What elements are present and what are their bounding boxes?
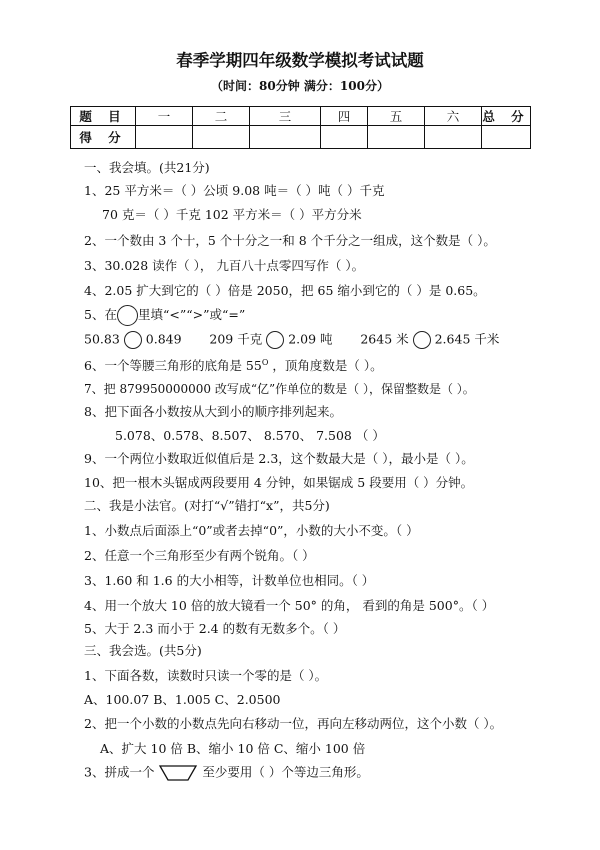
section3-heading: 三、我会选。(共5分) (84, 643, 202, 658)
score-cell[interactable] (193, 126, 250, 149)
comparison-circle-icon[interactable] (413, 331, 431, 349)
score-table-header-cell: 总 分 (482, 107, 531, 126)
question-8: 8、把下面各小数按从大到小的顺序排列起来。 (84, 404, 342, 419)
question-5 (84, 305, 245, 326)
question-6-prefix: 6、一个等腰三角形的底角是 55 (84, 358, 262, 374)
exam-title: 春季学期四年级数学模拟考试试题 (176, 51, 424, 70)
q5-item-text: 2.645 千米 (434, 331, 500, 347)
judge-question-4: 4、用一个放大 10 倍的放大镜看一个 50° 的角， 看到的角是 500°。（ ） (84, 598, 495, 613)
score-table-header-cell: 五 (368, 107, 425, 126)
choice-question-2: 2、把一个小数的小数点先向右移动一位，再向左移动两位，这个小数（ ）。 (84, 716, 503, 731)
comparison-circle-icon[interactable] (266, 331, 284, 349)
judge-question-5: 5、大于 2.3 而小于 2.4 的数有无数多个。（ ） (84, 621, 346, 636)
comparison-circle-icon (117, 305, 138, 326)
choice-question-3-prefix: 3、拼成一个 (84, 764, 155, 780)
choice-question-2-options: A、扩大 10 倍 B、缩小 10 倍 C、缩小 100 倍 (100, 741, 366, 756)
choice-question-3 (84, 764, 369, 782)
section1-heading: 一、我会填。(共21分) (84, 160, 210, 175)
score-cell[interactable] (250, 126, 321, 149)
question-6 (84, 355, 383, 374)
question-5-prefix: 5、在 (84, 307, 117, 322)
question-9: 9、一个两位小数取近似值后是 2.3，这个数最大是（ ），最小是（ ）。 (84, 451, 474, 466)
question-4: 4、2.05 扩大到它的（ ）倍是 2050，把 65 缩小到它的（ ）是 0.65。 (84, 283, 486, 298)
score-table-header-cell: 一 (136, 107, 193, 126)
section2-heading: 二、我是小法官。(对打“√”错打“x”，共5分) (84, 498, 330, 513)
score-table-header-row (71, 107, 531, 126)
choice-question-1-options: A、100.07 B、1.005 C、2.0500 (84, 692, 281, 707)
degree-mark: O (261, 358, 269, 367)
q5-item-text: 0.849 (145, 331, 182, 347)
score-cell[interactable] (425, 126, 482, 149)
score-cell[interactable] (368, 126, 425, 149)
score-cell[interactable] (136, 126, 193, 149)
question-1a: 1、25 平方米＝（ ）公顷 9.08 吨＝（ ）吨（ ）千克 (84, 183, 385, 198)
question-3: 3、30.028 读作（ ）， 九百八十点零四写作（ ）。 (84, 258, 365, 273)
score-table-header-cell: 题 目 (71, 107, 136, 126)
judge-question-1: 1、小数点后面添上“0”或者去掉“0”，小数的大小不变。（ ） (84, 523, 419, 538)
score-table-header-cell: 二 (193, 107, 250, 126)
score-cell[interactable] (321, 126, 368, 149)
score-table-header-cell: 六 (425, 107, 482, 126)
question-10: 10、把一根木头锯成两段要用 4 分钟，如果锯成 5 段要用（ ）分钟。 (84, 475, 474, 490)
question-1b: 70 克＝（ ）千克 102 平方米＝（ ）平方分米 (102, 207, 362, 222)
question-6-suffix: ，顶角度数是（ ）。 (268, 358, 383, 374)
judge-question-2: 2、任意一个三角形至少有两个锐角。（ ） (84, 548, 315, 563)
question-7: 7、把 879950000000 改写成“亿”作单位的数是（ ），保留整数是（ ）。 (84, 382, 475, 396)
question-8-numbers: 5.078、0.578、8.507、 8.570、 7.508 （ ） (115, 428, 385, 443)
q5-item-text: 50.83 (84, 331, 120, 347)
score-table-header-cell: 三 (250, 107, 321, 126)
choice-question-3-suffix: 至少要用（ ）个等边三角形。 (202, 764, 369, 780)
question-2: 2、一个数由 3 个十，5 个十分之一和 8 个千分之一组成，这个数是（ ）。 (84, 233, 496, 248)
trapezoid-icon (158, 764, 198, 782)
question-5-suffix: 里填“<”“>”或“=” (137, 307, 246, 322)
question-5-items (84, 331, 499, 349)
q5-item-text: 2645 米 (360, 331, 409, 347)
choice-question-1: 1、下面各数，读数时只读一个零的是（ ）。 (84, 668, 328, 683)
score-cell[interactable] (482, 126, 531, 149)
score-table-score-row (71, 126, 531, 149)
q5-item-text: 2.09 吨 (288, 331, 333, 347)
comparison-circle-icon[interactable] (124, 331, 142, 349)
score-row-label: 得 分 (71, 126, 136, 149)
exam-subtitle: （时间：80分钟 满分：100分） (211, 79, 389, 93)
judge-question-3: 3、1.60 和 1.6 的大小相等，计数单位也相同。（ ） (84, 573, 375, 588)
score-table-header-cell: 四 (321, 107, 368, 126)
score-table (70, 106, 531, 149)
q5-item-text: 209 千克 (209, 331, 263, 347)
